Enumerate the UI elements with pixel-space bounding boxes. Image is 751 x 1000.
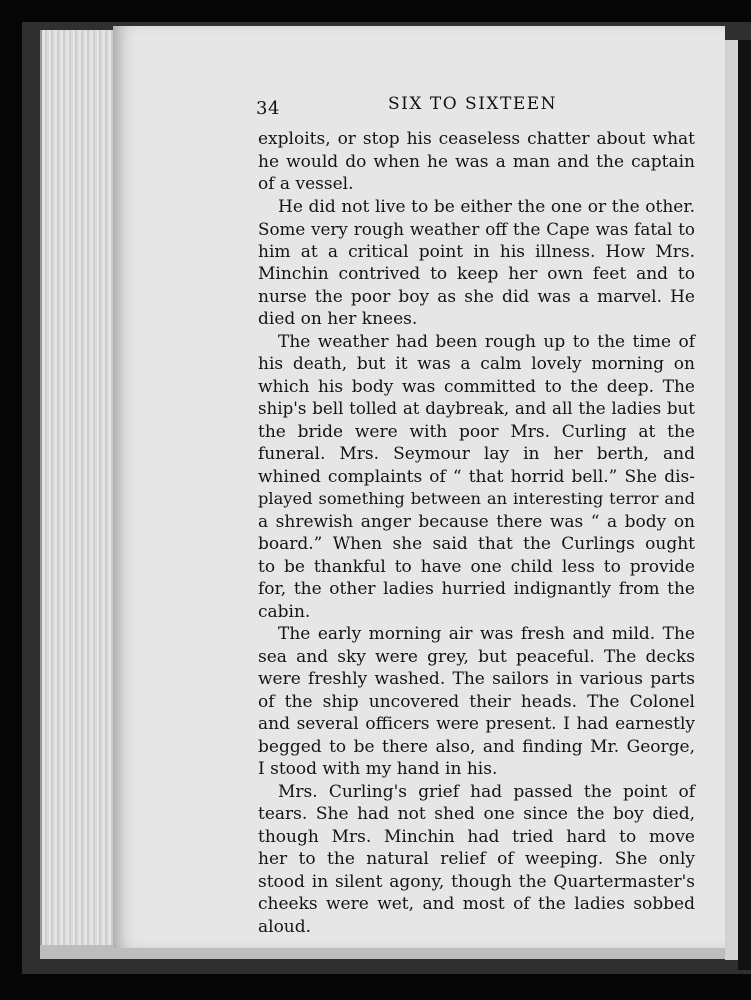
text-line: him at a critical point in his illness. How Mrs. <box>258 241 695 262</box>
text-line: board.” When she said that the Curlings ought <box>258 534 695 554</box>
text-line: begged to be there also, and finding Mr. George, <box>258 736 695 757</box>
text-line: which his body was committed to the deep. The <box>258 376 695 397</box>
text-line: to be thankful to have one child less to provide <box>258 556 695 577</box>
text-line: a shrewish anger because there was “ a body on <box>258 511 695 532</box>
text-line: nurse the poor boy as she did was a marvel. He <box>258 286 695 307</box>
text-line: of a vessel. <box>258 174 354 194</box>
text-line: ship's bell tolled at daybreak, and all the ladies but <box>258 399 695 418</box>
text-line: for, the other ladies hurried indignantly from the <box>258 579 695 599</box>
text-line: sea and sky were grey, but peaceful. The decks <box>258 646 695 667</box>
text-line: He did not live to be either the one or the other. <box>278 196 695 217</box>
text-line: The weather had been rough up to the time of <box>278 331 695 352</box>
text-line: Mrs. Curling's grief had passed the point of <box>278 781 695 802</box>
text-line: her to the natural relief of weeping. She only <box>258 849 695 869</box>
text-line: played something between an interesting terror and <box>258 489 695 508</box>
text-line: cheeks were wet, and most of the ladies sobbed <box>258 894 695 914</box>
text-line: The early morning air was fresh and mild. The <box>278 624 695 644</box>
text-line: were freshly washed. The sailors in various parts <box>258 669 695 689</box>
text-line: exploits, or stop his ceaseless chatter about what <box>258 129 695 149</box>
background-strip <box>738 40 751 970</box>
text-line: his death, but it was a calm lovely morning on <box>258 354 695 374</box>
text-line: Minchin contrived to keep her own feet and to <box>258 264 695 284</box>
text-line: cabin. <box>258 601 311 622</box>
text-line: aloud. <box>258 916 312 937</box>
text-line: whined complaints of “ that horrid bell.” She dis- <box>258 466 695 487</box>
text-line: Some very rough weather off the Cape was fatal to <box>258 219 695 239</box>
text-line: stood in silent agony, though the Quartermaster's <box>258 871 695 892</box>
page-number: 34 <box>256 98 280 119</box>
text-line: and several officers were present. I had earnestly <box>258 714 695 734</box>
text-line: funeral. Mrs. Seymour lay in her berth, and <box>258 444 695 464</box>
text-line: died on her knees. <box>258 309 418 329</box>
text-line: though Mrs. Minchin had tried hard to move <box>258 826 695 847</box>
page-stack-edge <box>40 30 122 945</box>
text-line: he would do when he was a man and the captain <box>258 151 695 172</box>
text-line: I stood with my hand in his. <box>258 759 498 779</box>
running-head: SIX TO SIXTEEN <box>388 94 558 114</box>
text-line: tears. She had not shed one since the boy died, <box>258 804 695 824</box>
text-line: the bride were with poor Mrs. Curling at the <box>258 421 695 442</box>
body-text <box>258 128 695 938</box>
text-line: of the ship uncovered their heads. The Colonel <box>258 691 695 712</box>
